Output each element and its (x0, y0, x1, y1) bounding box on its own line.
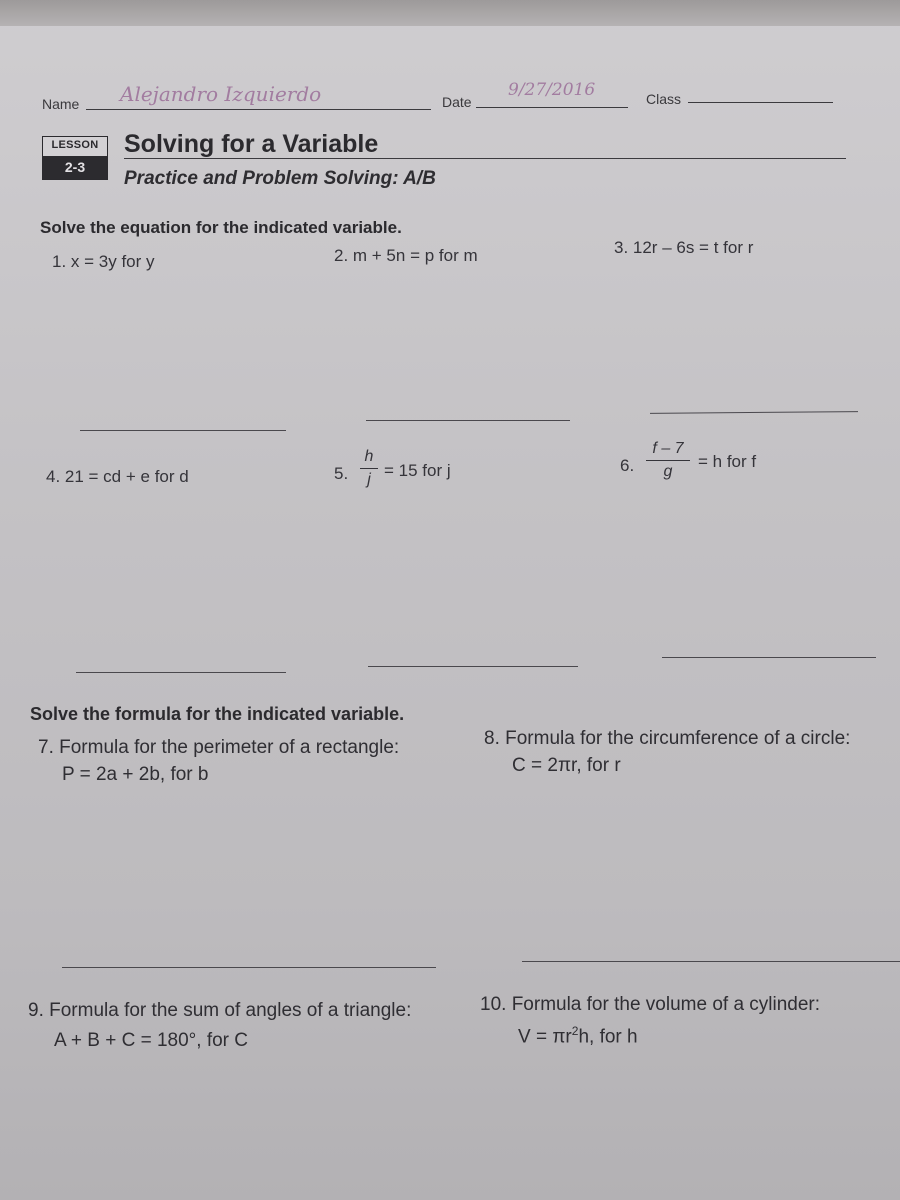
answer-line-4[interactable] (76, 672, 286, 673)
lesson-subtitle: Practice and Problem Solving: A/B (124, 168, 436, 189)
problem-9-line1: 9. Formula for the sum of angles of a triangle: (28, 1000, 412, 1021)
problem-2: 2. m + 5n = p for m (334, 246, 478, 265)
lesson-title: Solving for a Variable (124, 130, 379, 158)
answer-line-1[interactable] (80, 430, 286, 431)
title-underline (124, 158, 846, 159)
name-label: Name (42, 96, 80, 112)
name-handwritten: Alejandro Izquierdo (120, 82, 322, 106)
answer-line-3[interactable] (650, 411, 858, 414)
problem-6-fraction-bar (646, 460, 690, 461)
background-strip (0, 0, 900, 26)
problem-6-numerator: f – 7 (652, 440, 684, 457)
problem-8-line1: 8. Formula for the circumference of a circle: (484, 728, 851, 749)
problem-10-formula-b: h, for h (578, 1026, 638, 1048)
lesson-badge (42, 136, 108, 180)
problem-6-number: 6. (620, 456, 635, 475)
problem-1: 1. x = 3y for y (52, 252, 155, 271)
name-line (86, 109, 431, 110)
section2-heading: Solve the formula for the indicated variable. (30, 704, 405, 724)
answer-line-2[interactable] (366, 420, 570, 421)
section1-heading: Solve the equation for the indicated variable. (40, 218, 402, 237)
date-label: Date (442, 94, 472, 110)
answer-line-8[interactable] (522, 961, 900, 962)
problem-5-rest: = 15 for j (384, 461, 451, 480)
problem-6-fraction (646, 440, 690, 481)
class-line (688, 102, 833, 103)
problem-5-fraction-bar (360, 468, 378, 469)
problem-9-formula: A + B + C = 180°, for C (54, 1030, 249, 1051)
problem-10-formula-a: V = πr (518, 1026, 572, 1048)
problem-10-formula (518, 1024, 638, 1048)
date-handwritten: 9/27/2016 (508, 80, 596, 100)
lesson-label: LESSON (51, 139, 99, 151)
problem-6-denominator: g (663, 463, 673, 480)
problem-5-number: 5. (334, 464, 349, 483)
class-label: Class (646, 91, 682, 107)
problem-10-formula-exponent: 2 (571, 1024, 579, 1038)
answer-line-7[interactable] (62, 967, 436, 968)
answer-line-6[interactable] (662, 657, 876, 658)
problem-5-numerator: h (364, 448, 374, 465)
problem-10-line1: 10. Formula for the volume of a cylinder: (480, 994, 821, 1015)
problem-6-rest: = h for f (698, 452, 757, 471)
problem-7-line1: 7. Formula for the perimeter of a rectangle: (38, 737, 400, 758)
problem-3: 3. 12r – 6s = t for r (614, 238, 754, 257)
problem-5-fraction (360, 448, 378, 489)
date-line (476, 107, 628, 108)
problem-7-formula: P = 2a + 2b, for b (62, 764, 209, 785)
problem-4: 4. 21 = cd + e for d (46, 467, 189, 486)
answer-line-5[interactable] (368, 666, 578, 667)
problem-5-denominator: j (367, 471, 371, 488)
problem-8-formula: C = 2πr, for r (512, 755, 621, 776)
lesson-number: 2-3 (43, 156, 107, 179)
